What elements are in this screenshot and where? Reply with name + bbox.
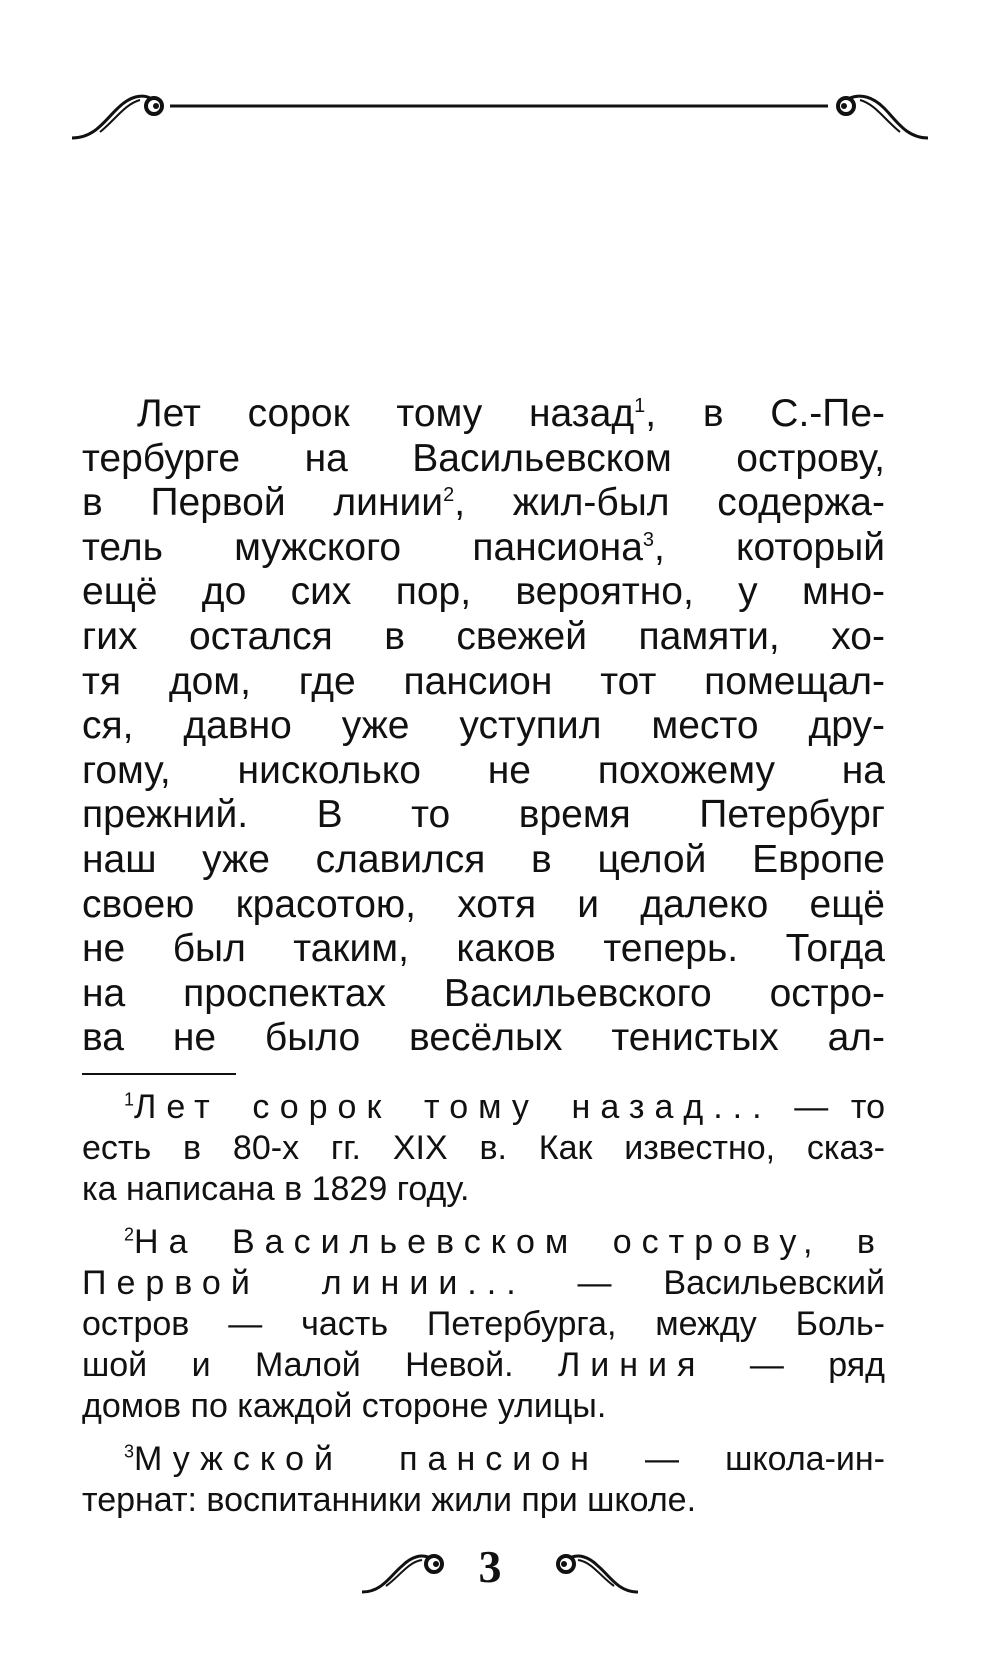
footnote-reference: 2: [443, 484, 455, 507]
text-line: [82, 927, 885, 972]
text-run: остров — часть Петербурга, между Боль-: [82, 1305, 885, 1343]
text-run: ся, давно уже уступил место дру-: [82, 704, 885, 748]
footnote-line: [82, 1345, 885, 1386]
footnote-line: [82, 1304, 885, 1345]
text-line: [82, 570, 885, 615]
spaced-term: Мужской пансион: [134, 1440, 599, 1478]
text-run: гих остался в свежей памяти, хо-: [82, 614, 885, 658]
footnote-number: 2: [124, 1224, 135, 1245]
text-line: [82, 481, 885, 526]
page-number: 3: [478, 1541, 502, 1592]
text-run: на проспектах Васильевского остро-: [82, 971, 885, 1015]
text-run: своею красотою, хотя и далеко ещё: [82, 882, 885, 926]
text-run: — Васильевский: [525, 1264, 885, 1302]
text-run: — то: [771, 1088, 886, 1126]
text-run: — школа-ин-: [598, 1440, 885, 1478]
footnote-separator: [82, 1073, 236, 1075]
text-line: [82, 1016, 885, 1061]
footnote-line: [82, 1480, 885, 1521]
footnote: [82, 1439, 885, 1521]
text-line: [82, 883, 885, 928]
text-line: [82, 838, 885, 883]
text-run: ка написана в 1829 году.: [82, 1170, 470, 1208]
text-run: тернат: воспитанники жили при школе.: [82, 1481, 697, 1519]
text-run: Лет сорок тому назад: [137, 392, 635, 435]
text-run: есть в 80-х гг. XIX в. Как известно, сказ-: [82, 1129, 885, 1167]
text-run: домов по каждой стороне улицы.: [82, 1387, 607, 1425]
footnote-line: [82, 1222, 885, 1263]
text-run: , который: [654, 525, 886, 569]
footnote-reference: 3: [642, 528, 655, 551]
text-line: [82, 972, 885, 1017]
text-line: [82, 392, 885, 437]
footnote-line: [82, 1087, 885, 1128]
text-run: прежний. В то время Петербург: [82, 793, 885, 837]
footnote-line: [82, 1128, 885, 1169]
text-run: шой и Малой Невой.: [82, 1346, 558, 1384]
spaced-term: На Васильевском острову, в: [134, 1223, 885, 1261]
text-run: не был таким, каков теперь. Тогда: [82, 927, 885, 971]
text-run: в Первой линии: [82, 481, 444, 525]
footnote-line: [82, 1439, 885, 1480]
footnote-number: 1: [124, 1089, 135, 1110]
footnote: [82, 1087, 885, 1210]
text-run: наш уже славился в целой Европе: [82, 837, 885, 881]
spaced-term: Линия: [557, 1346, 706, 1384]
text-run: тя дом, где пансион тот помещал-: [82, 659, 885, 703]
spaced-term: Первой линии...: [82, 1264, 526, 1302]
footnote-reference: 1: [634, 395, 646, 417]
spaced-term: Лет сорок тому назад...: [134, 1088, 772, 1126]
text-line: [82, 749, 885, 794]
text-line: [82, 437, 885, 482]
footnote-line: [82, 1169, 885, 1210]
text-run: ва не было весёлых тенистых ал-: [82, 1016, 885, 1060]
footnote-line: [82, 1386, 885, 1427]
footnotes: [82, 1087, 885, 1521]
flourish-rule-icon: [70, 80, 930, 150]
text-line: [82, 704, 885, 749]
text-run: гому, нисколько не похожему на: [82, 748, 885, 792]
text-line: [82, 526, 885, 571]
text-run: тель мужского пансиона: [82, 525, 643, 569]
text-run: , в С.-Пе-: [645, 392, 885, 435]
text-line: [82, 615, 885, 660]
text-line: [82, 793, 885, 838]
text-run: , жил-был содержа-: [454, 481, 885, 525]
footnote-line: [82, 1263, 885, 1304]
text-line: [82, 660, 885, 705]
text-run: ещё до сих пор, вероятно, у мно-: [82, 570, 885, 614]
main-text: [82, 392, 885, 1061]
text-run: тербурге на Васильевском острову,: [82, 436, 885, 480]
footnote: [82, 1222, 885, 1427]
text-run: — ряд: [705, 1346, 885, 1384]
footnote-number: 3: [124, 1441, 135, 1462]
